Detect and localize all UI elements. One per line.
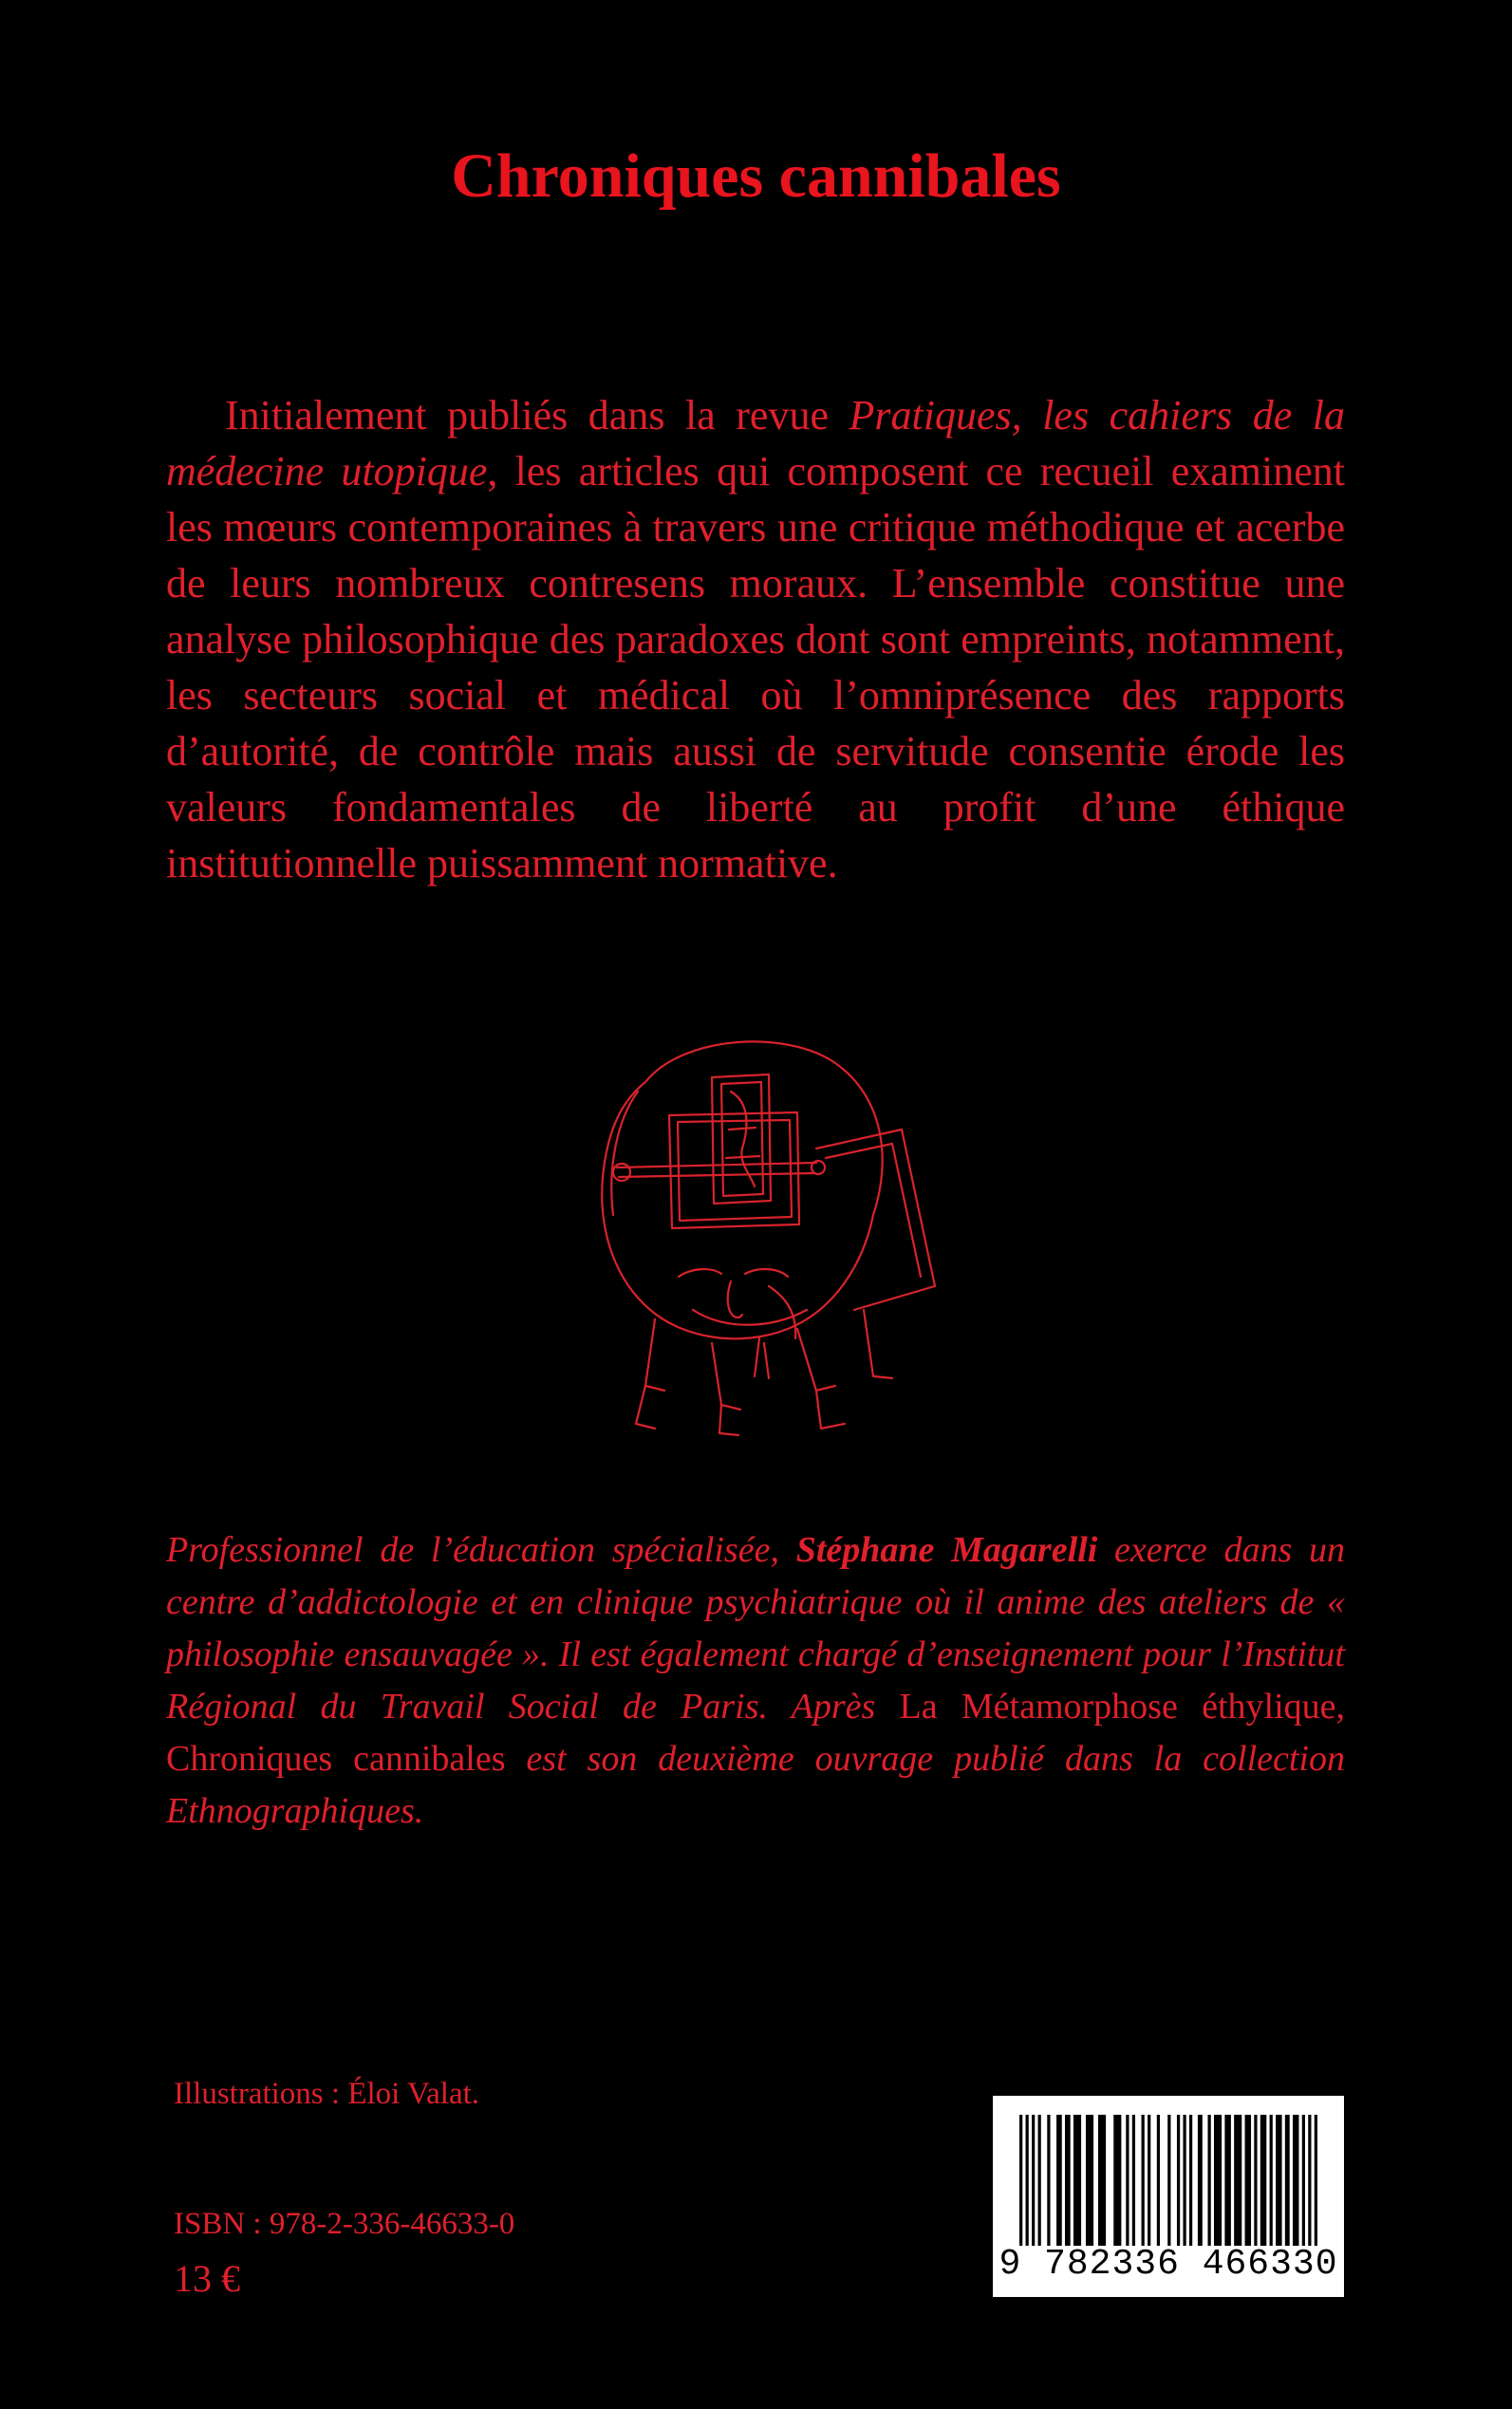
author-bio bbox=[166, 1524, 1345, 1838]
barcode-bar bbox=[1086, 2115, 1093, 2246]
previous-book-title: La Métamorphose éthylique bbox=[899, 1687, 1336, 1727]
barcode-bar bbox=[1065, 2115, 1071, 2246]
barcode-bar bbox=[1293, 2115, 1299, 2246]
book-title: Chroniques cannibales bbox=[451, 141, 1061, 211]
blurb-intro: Initialement publiés dans la revue bbox=[225, 392, 849, 439]
barcode-bar bbox=[1056, 2115, 1062, 2246]
barcode-bar bbox=[1073, 2115, 1081, 2246]
barcode-bars bbox=[993, 2096, 1344, 2248]
blurb-body: , les articles qui composent ce recueil examinent les mœurs contemporaines à travers une critique méthodique et acerbe de leurs nombreux contresens moraux. L’ensemble constitue une analyse philosophique des paradoxes dont sont empreints, notamment, les secteurs social et médical où l’omniprésence des rapports d’autorité, de contrôle mais aussi de servitude consentie érode les valeurs fondamentales de liberté au profit d’une éthique institutionnelle puissamment normative. bbox=[166, 448, 1345, 887]
barcode-bar bbox=[1245, 2115, 1252, 2246]
barcode-bar bbox=[1254, 2115, 1257, 2246]
barcode-bar bbox=[1198, 2115, 1203, 2246]
barcode-bar bbox=[1214, 2115, 1222, 2246]
barcode-bar bbox=[1038, 2115, 1041, 2246]
barcode-bar bbox=[1315, 2115, 1317, 2246]
barcode-bar bbox=[1113, 2115, 1121, 2246]
current-book-title: Chroniques cannibales bbox=[166, 1739, 506, 1779]
barcode-bar bbox=[1098, 2115, 1106, 2246]
barcode-bar bbox=[1270, 2115, 1273, 2246]
barcode-bar bbox=[1234, 2115, 1241, 2246]
barcode-bar bbox=[1148, 2115, 1150, 2246]
barcode bbox=[993, 2096, 1344, 2297]
barcode-bar bbox=[1302, 2115, 1305, 2246]
illustration-sketch bbox=[579, 1025, 959, 1443]
barcode-bar bbox=[1132, 2115, 1135, 2246]
bio-separator: , bbox=[1335, 1687, 1345, 1727]
bio-part1: Professionnel de l’éducation spécialisée, bbox=[166, 1530, 796, 1570]
bio-part3: est son deuxième ouvrage publié dans la collection Ethnographiques. bbox=[166, 1739, 1345, 1831]
price: 13 € bbox=[174, 2257, 240, 2300]
barcode-bar bbox=[1019, 2115, 1022, 2246]
barcode-bar bbox=[1207, 2115, 1210, 2246]
barcode-bar bbox=[1189, 2115, 1192, 2246]
barcode-bar bbox=[1167, 2115, 1170, 2246]
barcode-bar bbox=[1224, 2115, 1231, 2246]
journal-title: Pratiques, les cahiers de la médecine utopique bbox=[166, 392, 1345, 495]
author-name: Stéphane Magarelli bbox=[795, 1530, 1098, 1570]
barcode-bar bbox=[1032, 2115, 1035, 2246]
barcode-bar bbox=[1157, 2115, 1160, 2246]
bio-part2: exerce dans un centre d’addictologie et en clinique psychiatrique où il anime des ateliers de « philosophie ensauvagée ». Il est également chargé d’enseignement pour l’Institut Régional du Travail Social de Paris. Après bbox=[166, 1530, 1346, 1727]
barcode-bar bbox=[1026, 2115, 1029, 2246]
illustration-credits: Illustrations : Éloi Valat. bbox=[174, 2077, 480, 2111]
barcode-bar bbox=[1183, 2115, 1185, 2246]
barcode-bar bbox=[1260, 2115, 1267, 2246]
barcode-bar bbox=[1285, 2115, 1290, 2246]
barcode-bar bbox=[1126, 2115, 1129, 2246]
back-cover-blurb bbox=[166, 387, 1345, 891]
barcode-bar bbox=[1276, 2115, 1282, 2246]
barcode-bar bbox=[1177, 2115, 1180, 2246]
barcode-number: 9 782336 466330 bbox=[999, 2244, 1338, 2285]
barcode-bar bbox=[1308, 2115, 1311, 2246]
barcode-bar bbox=[1142, 2115, 1145, 2246]
barcode-bar bbox=[1047, 2115, 1050, 2246]
isbn: ISBN : 978-2-336-46633-0 bbox=[174, 2207, 515, 2241]
